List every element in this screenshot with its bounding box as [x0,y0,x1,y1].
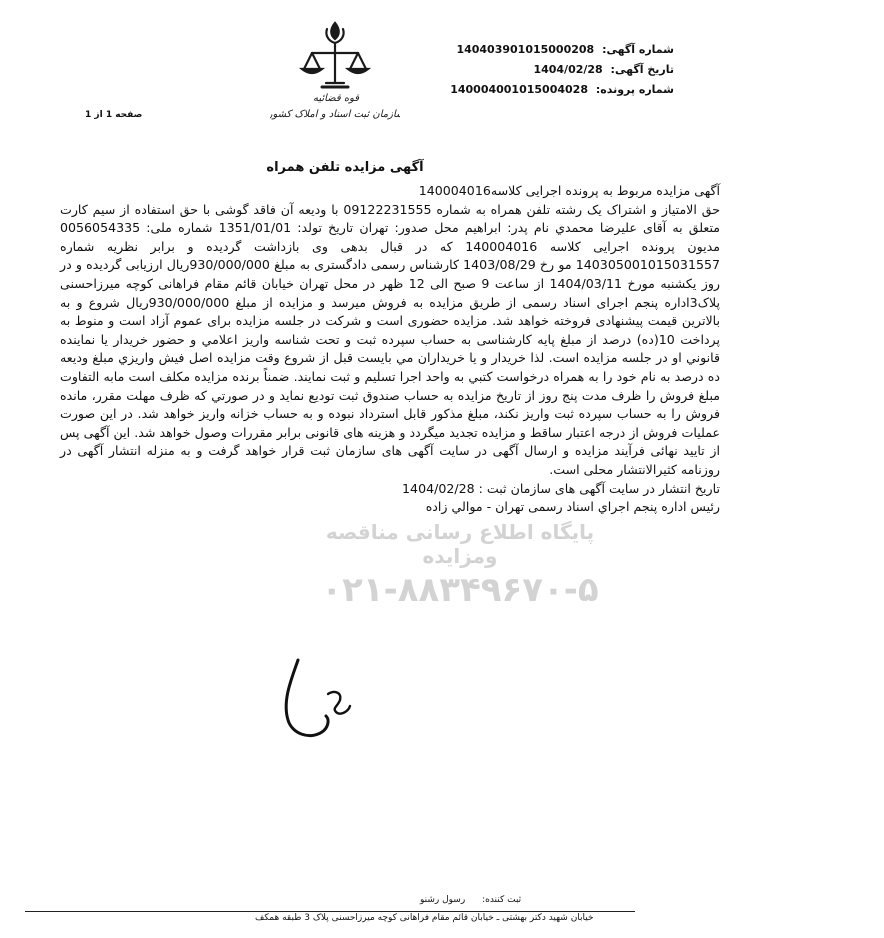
footer-address: خیابان شهید دکتر بهشتی ـ خیابان قائم مقام فراهانی کوچه میرزاحسنی پلاک 3 طبقه همکف [255,913,594,923]
body-paragraph-publish-date: تاریخ انتشار در سایت آگهی های سازمان ثبت : 1404/02/28 [402,480,720,496]
file-number-row [434,80,674,100]
ad-number-row [434,40,674,60]
handwritten-signature [270,640,360,745]
document-body [60,182,720,517]
svg-text:قوه قضائیه: قوه قضائیه [312,93,360,104]
body-paragraph-case: آگهی مزایده مربوط به پرونده اجرایی کلاسه140004016 [418,183,720,198]
file-number-value: 140004001015004028 [450,83,588,96]
body-paragraph-signatory: رئیس اداره پنجم اجراي اسناد رسمی تهران - موالي زاده [425,499,720,515]
footer-registrar [420,895,521,905]
page-count: صفحه 1 از 1 [85,110,143,120]
scales-of-justice-icon [270,15,400,130]
signature-icon [270,640,360,745]
ad-number-label: شماره آگهی: [602,43,674,56]
watermark-phone: ۰۲۱-۸۸۳۴۹۶۷۰-۵ [321,570,599,610]
ad-header-meta [434,40,674,100]
file-number-label: شماره پرونده: [595,83,674,96]
document-title: آگهی مزایده تلفن همراه [266,160,424,175]
registrar-name: رسول رشنو [420,895,466,905]
ad-number-value: 140403901015000208 [456,43,595,56]
watermark [290,520,630,640]
svg-text:سازمان ثبت اسناد و املاک کشور: سازمان ثبت اسناد و املاک کشور [270,109,400,120]
judiciary-emblem-logo [270,15,400,130]
ad-date-value: 1404/02/28 [533,63,603,76]
footer-divider [25,911,635,912]
ad-date-label: تاریخ آگهی: [610,63,674,76]
body-paragraph-main: حق الامتیاز و اشتراک یک رشته تلفن همراه به شماره 09122231555 با ودیعه آن فاقد گوشی با حق استفاده از سیم کارت متعلق به آقای علیرضا محمدي نام پدر: ابراهیم محل صدور: تهران تاریخ تولد: 1351/01/01 شماره ملی: 0056054335 مدیون پرونده اجرایی کلاسه 140004016 که در قبال بدهی وی بازداشت گردیده و برابر نظریه شماره 140305001015031557 مو رخ 1403/08/29 کارشناس رسمی دادگستری به مبلغ 930/000/000ریال ارزیابی گردیده و در روز یکشنبه مورخ 1404/03/11 از ساعت 9 صبح الی 12 ظهر در محل تهران خیابان قائم مقام فراهانی کوچه میرزاحسنی پلاک3اداره پنجم اجرای اسناد رسمی از طریق مزایده به فروش میرسد و مزایده از مبلغ 930/000/000ریال شروع و به بالاترین قیمت پیشنهادی فروخته خواهد شد. مزایده حضوری است و شرکت در جلسه مزایده برای عموم آزاد است و منوط به پرداخت 10(ده) درصد از مبلغ پایه کارشناسی به حساب سپرده ثبت و تحت شناسه واریز اعلامي و حضور خریدار یا نماینده قانوني او در جلسه مزایده است. لذا خریدار و یا خریداران مي بایست قبل از شروع وقت مزایده اصل فیش واریزي مبلغ ودیعه ده درصد به نام خود را به همراه درخواست کتبي به واحد اجرا تسلیم و ثبت نمایند. ضمناً برنده مزایده مکلف است مابه التفاوت مبلغ فروش را ظرف مدت پنج روز از تاریخ مزایده به حساب صندوق ثبت تودیع نماید و در صورتي که ظرف مهلت مقرر، مانده فروش را به حساب سپرده ثبت واریز نکند، مبلغ مذکور قابل استرداد نبوده و به حساب خزانه واریز خواهد شد. در این صورت عملیات فروش از درجه اعتبار ساقط و مزایده تجدید میگردد و هزینه های قانونی برابر مقررات وصول خواهد شد. این آگهی پس از تایید نهائی فرآیند مزایده و ارسال آگهی در سایت آگهی های سازمان ثبت قرار خواهد گرفت و به منزله انتشار آگهی در روزنامه کثیرالانتشار محلی است. [60,201,721,477]
logo-wordmark [270,93,400,120]
registrar-label: ثبت کننده: [482,895,522,905]
watermark-line-1: پایگاه اطلاع رسانی مناقصه ومزایده [325,520,595,568]
ad-date-row [434,60,674,80]
